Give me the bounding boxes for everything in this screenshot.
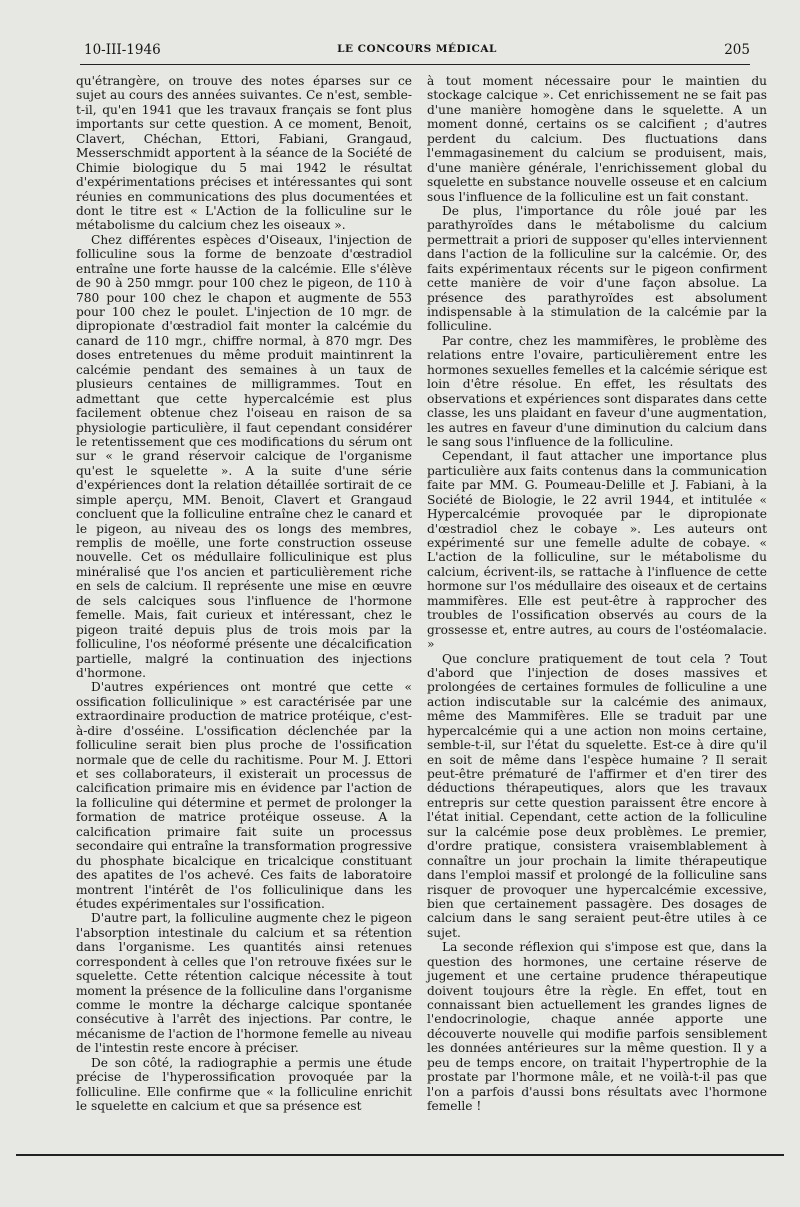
footer-rule <box>16 1154 784 1156</box>
paragraph: Par contre, chez les mammifères, le problème des relations entre l'ovaire, particulièrement entre les hormones sexuelles femelles et la calcémie sérique est loin d'être résolue. En effet, les résultats des observations et expériences sont disparates dans cette classe, les uns plaidant en faveur d'une augmentation, les autres en faveur d'une diminution du calcium dans le sang sous l'influence de la folliculine. <box>427 333 767 449</box>
paragraph: à tout moment nécessaire pour le maintien du stockage calcique ». Cet enrichissement ne se fait pas d'une manière homogène dans le squelette. A un moment donné, certains os se calcifient ; d'autres perdent du calcium. Des fluctuations dans l'emmagasinement du calcium se produisent, mais, d'une manière générale, l'enrichissement global du squelette en substance nouvelle osseuse et en calcium sous l'influence de la folliculine est un fait constant. <box>427 74 767 204</box>
header-rule <box>80 64 750 65</box>
paragraph: Cependant, il faut attacher une importance plus particulière aux faits contenus dans la communication faite par MM. G. Poumeau-Delille et J. Fabiani, à la Société de Biologie, le 22 avril 1944, et intitulée « Hypercalcémie provoquée par le dipropionate d'œstradiol chez le cobaye ». Les auteurs ont expérimenté sur une femelle adulte de cobaye. « L'action de la folliculine, sur le métabolisme du calcium, écrivent-ils, se rattache à l'influence de cette hormone sur l'os médullaire des oiseaux et de certains mammifères. Elle est peut-être à rapprocher des troubles de l'ossification observés au cours de la grossesse et, entre autres, au cours de l'ostéomalacie. » <box>427 449 767 652</box>
paragraph: D'autres expériences ont montré que cette « ossification folliculinique » est caractérisée par une extraordinaire production de matrice protéique, c'est-à-dire d'osséine. L'ossification déclenchée par la folliculine serait bien plus proche de l'ossification normale que de celle du rachitisme. Pour M. J. Ettori et ses collaborateurs, il existerait un processus de calcification primaire mis en évidence par l'action de la folliculine qui détermine et permet de prolonger la formation de matrice protéique osseuse. A la calcification primaire fait suite un processus secondaire qui entraîne la transformation progressive du phosphate bicalcique en tricalcique constituant des apatites de l'os achevé. Ces faits de laboratoire montrent l'intérêt de l'os folliculinique dans les études expérimentales sur l'ossification. <box>76 680 412 911</box>
paragraph: De plus, l'importance du rôle joué par les parathyroïdes dans le métabolisme du calcium permettrait a priori de supposer qu'elles interviennent dans l'action de la folliculine sur la calcémie. Or, des faits expérimentaux récents sur le pigeon confirment cette manière de voir d'une façon absolue. La présence des parathyroïdes est absolument indispensable à la stimulation de la calcémie par la folliculine. <box>427 203 767 334</box>
paragraph: Que conclure pratiquement de tout cela ? Tout d'abord que l'injection de doses massives et prolongées de certaines formules de folliculine a une action indiscutable sur la calcémie des animaux, même des Mammifères. Elle se traduit par une hypercalcémie qui a une action non moins certaine, semble-t-il, sur l'état du squelette. Est-ce à dire qu'il en soit de même dans l'espèce humaine ? Il serait peut-être prématuré de l'affirmer et d'en tirer des déductions thérapeutiques, alors que les travaux entrepris sur cette question paraissent être encore à l'état initial. Cependant, cette action de la folliculine sur la calcémie pose deux problèmes. Le premier, d'ordre pratique, consistera vraisemblablement à connaître un jour prochain la limite thérapeutique dans l'emploi massif et prolongé de la folliculine sans risquer de provoquer une hypercalcémie excessive, bien que certainement passagère. Des dosages de calcium dans le sang seraient peut-être utiles à ce sujet. <box>427 651 767 940</box>
paragraph: De son côté, la radiographie a permis une étude précise de l'hyperossification provoquée par la folliculine. Elle confirme que « la folliculine enrichit le squelette en calcium et que sa présence est <box>76 1055 412 1114</box>
paragraph: La seconde réflexion qui s'impose est que, dans la question des hormones, une certaine réserve de jugement et une certaine prudence thérapeutique doivent toujours être la règle. En effet, tout en connaissant bien actuellement les grandes lignes de l'endocrinologie, chaque année apporte une découverte nouvelle qui modifie parfois sensiblement les données antérieures sur la même question. Il y a peu de temps encore, on traitait l'hypertrophie de la prostate par l'hormone mâle, et ne voilà-t-il pas que l'on a parfois d'aussi bons résultats avec l'hormone femelle ! <box>427 940 767 1114</box>
left-column <box>76 74 412 1114</box>
issue-date: 10-III-1946 <box>84 42 161 58</box>
running-header <box>84 40 750 62</box>
right-column <box>427 74 767 1114</box>
paragraph: Chez différentes espèces d'Oiseaux, l'injection de folliculine sous la forme de benzoate d'œstradiol entraîne une forte hausse de la calcémie. Elle s'élève de 90 à 250 mmgr. pour 100 chez le pigeon, de 110 à 780 pour 100 chez le chapon et augmente de 553 pour 100 chez le poulet. L'injection de 10 mgr. de dipropionate d'œstradiol fait monter la calcémie du canard de 110 mgr., chiffre normal, à 870 mgr. Des doses entretenues du même produit maintinrent la calcémie pendant des semaines à un taux de plusieurs centaines de milligrammes. Tout en admettant que cette hypercalcémie est plus facilement obtenue chez l'oiseau en raison de sa physiologie particulière, il faut cependant considérer le retentissement que ces modifications du sérum ont sur « le grand réservoir calcique de l'organisme qu'est le squelette ». A la suite d'une série d'expériences dont la relation détaillée sortirait de ce simple aperçu, MM. Benoit, Clavert et Grangaud concluent que la folliculine entraîne chez le canard et le pigeon, au niveau des os longs des membres, remplis de moëlle, une forte construction osseuse nouvelle. Cet os médullaire folliculinique est plus minéralisé que l'os ancien et particulièrement riche en sels de calcium. Il représente une mise en œuvre de sels calciques sous l'influence de l'hormone femelle. Mais, fait curieux et intéressant, chez le pigeon traité depuis plus de trois mois par la folliculine, l'os néoformé présente une décalcification partielle, malgré la continuation des injections d'hormone. <box>76 232 412 680</box>
journal-title: LE CONCOURS MÉDICAL <box>337 43 497 55</box>
paragraph: qu'étrangère, on trouve des notes éparses sur ce sujet au cours des années suivantes. Ce n'est, semble-t-il, qu'en 1941 que les travaux français se font plus importants sur cette question. A ce moment, Benoit, Clavert, Chéchan, Ettori, Fabiani, Grangaud, Messerschmidt apportent à la séance de la Société de Chimie biologique du 5 mai 1942 le résultat d'expérimentations précises et intéressantes qui sont réunies en communications des plus documentées et dont le titre est « L'Action de la folliculine sur le métabolisme du calcium chez les oiseaux ». <box>76 74 412 233</box>
paragraph: D'autre part, la folliculine augmente chez le pigeon l'absorption intestinale du calcium et sa rétention dans l'organisme. Les quantités ainsi retenues correspondent à celles que l'on retrouve fixées sur le squelette. Cette rétention calcique nécessite à tout moment la présence de la folliculine dans l'organisme comme le montre la décharge calcique spontanée consécutive à l'arrêt des injections. Par contre, le mécanisme de l'action de l'hormone femelle au niveau de l'intestin reste encore à préciser. <box>76 911 412 1056</box>
page-number: 205 <box>724 42 750 58</box>
